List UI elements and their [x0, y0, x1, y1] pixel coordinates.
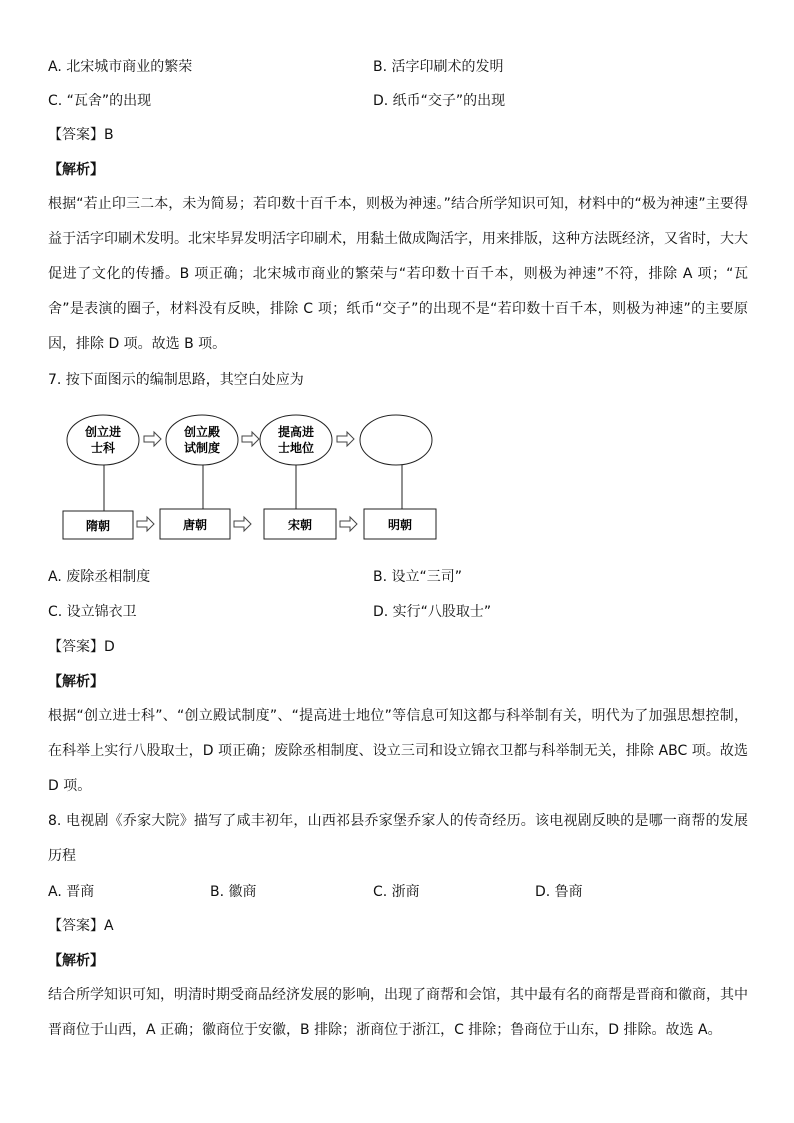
q8-option-d: D. 鲁商 — [535, 884, 583, 900]
oval-node-3-line2: 士地位 — [277, 441, 315, 455]
box-node-2-label: 唐朝 — [182, 518, 208, 532]
box-node-1 — [63, 511, 133, 539]
q8-option-c: C. 浙商 — [373, 884, 420, 900]
box-node-2 — [160, 509, 230, 539]
oval-node-2 — [166, 415, 238, 465]
q7-option-c: C. 设立锦衣卫 — [48, 604, 137, 620]
box-node-4-label: 明朝 — [387, 518, 413, 532]
q8-answer: 【答案】A — [48, 918, 114, 934]
oval-node-2-line1: 创立殿 — [183, 425, 221, 439]
q8-option-a: A. 晋商 — [48, 884, 95, 900]
q7-stem: 7. 按下面图示的编制思路，其空白处应为 — [48, 372, 304, 388]
q6-option-d: D. 纸币“交子”的出现 — [373, 93, 506, 109]
q7-option-d: D. 实行“八股取士” — [373, 604, 492, 620]
q6-option-b: B. 活字印刷术的发明 — [373, 59, 504, 75]
q7-answer: 【答案】D — [48, 639, 115, 655]
q8-option-b: B. 徽商 — [210, 884, 257, 900]
q7-analysis-text: 根据“创立进士科”、“创立殿试制度”、“提高进士地位”等信息可知这都与科举制有关，明代为了加强思想控制，在科举上实行八股取士，D 项正确；废除丞相制度、设立三司和设立锦衣卫都与科举制无关，排除 ABC 项。故选 D 项。 — [48, 708, 748, 794]
oval-node-1-line2: 士科 — [90, 441, 116, 455]
q6-option-a: A. 北宋城市商业的繁荣 — [48, 59, 193, 75]
q8-analysis-text: 结合所学知识可知，明清时期受商品经济发展的影响，出现了商帮和会馆，其中最有名的商帮是晋商和徽商，其中晋商位于山西，A 正确；徽商位于安徽，B 排除；浙商位于浙江，C 排除；鲁商位于山东，D 排除。故选 A。 — [48, 987, 748, 1038]
q7-diagram — [55, 408, 445, 548]
q6-analysis-text: 根据“若止印三二本，未为简易；若印数十百千本，则极为神速。”结合所学知识可知，材料中的“极为神速”主要得益于活字印刷术发明。北宋毕昇发明活字印刷术，用黏土做成陶活字，用来排版，这种方法既经济，又省时，大大促进了文化的传播。B 项正确；北宋城市商业的繁荣与“若印数十百千本，则极为神速”不符，排除 A 项；“瓦舍”是表演的圈子，材料没有反映，排除 C 项；纸币“交子”的出现不是“若印数十百千本，则极为神速”的主要原因，排除 D 项。故选 B 项。 — [48, 196, 748, 352]
oval-node-1 — [67, 415, 139, 465]
q6-analysis-label: 【解析】 — [48, 162, 104, 178]
q7-option-a: A. 废除丞相制度 — [48, 569, 151, 585]
box-node-1-label: 隋朝 — [85, 519, 111, 533]
q8-stem: 8. 电视剧《乔家大院》描写了咸丰初年，山西祁县乔家堡乔家人的传奇经历。该电视剧反映的是哪一商帮的发展历程 — [48, 813, 748, 864]
oval-node-blank — [360, 415, 432, 465]
oval-node-3 — [260, 415, 332, 465]
box-node-3-label: 宋朝 — [287, 518, 313, 532]
box-node-4 — [364, 509, 436, 539]
oval-node-3-line1: 提高进 — [277, 425, 315, 439]
q7-option-b: B. 设立“三司” — [373, 569, 463, 585]
q8-analysis-label: 【解析】 — [48, 953, 104, 969]
oval-node-2-line2: 试制度 — [183, 441, 221, 455]
q6-option-c: C. “瓦舍”的出现 — [48, 93, 152, 109]
q7-analysis-label: 【解析】 — [48, 674, 104, 690]
oval-node-1-line1: 创立进 — [84, 425, 122, 439]
box-node-3 — [264, 509, 336, 539]
q6-answer: 【答案】B — [48, 127, 114, 143]
